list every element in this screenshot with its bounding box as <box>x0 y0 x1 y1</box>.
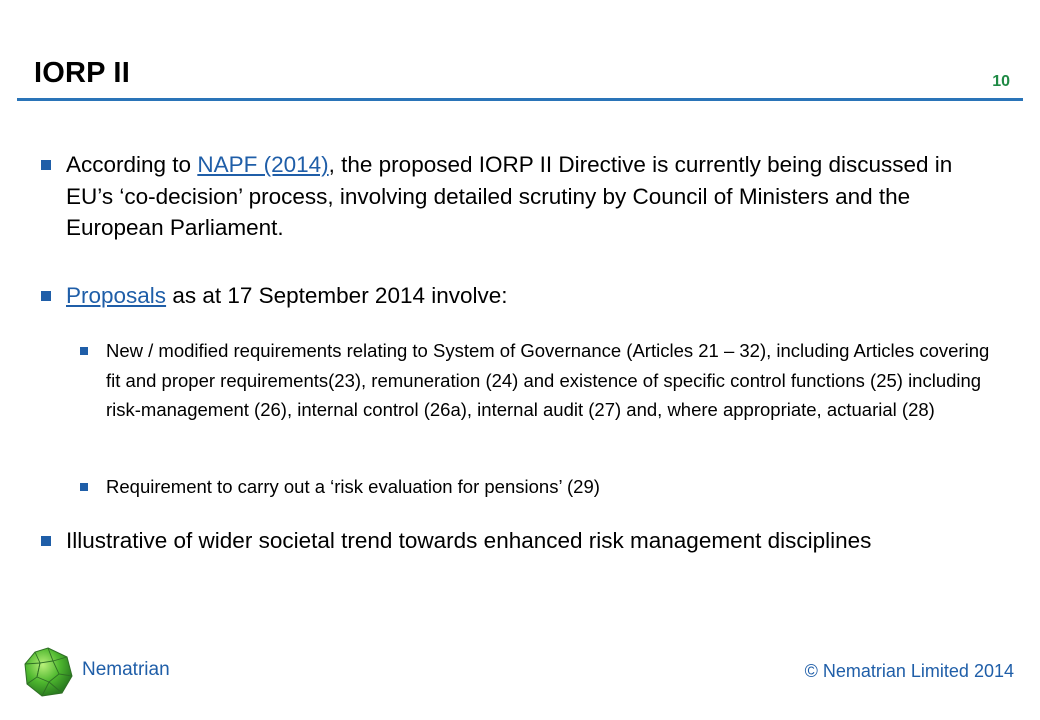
square-bullet-icon <box>41 291 51 301</box>
sub-bullet-governance <box>106 336 1006 425</box>
sub-bullet-risk-evaluation-text: Requirement to carry out a ‘risk evaluation for pensions’ (29) <box>106 476 600 497</box>
footer-copyright: © Nematrian Limited 2014 <box>804 661 1014 681</box>
slide-number: 10 <box>992 73 1010 90</box>
green-polyhedron-logo-icon <box>22 646 74 698</box>
napf-2014-link[interactable]: NAPF (2014) <box>197 152 329 177</box>
square-bullet-icon <box>80 347 88 355</box>
bullet-napf <box>66 149 996 244</box>
slide-title: IORP II <box>34 57 130 89</box>
sub-bullet-risk-evaluation <box>106 472 1006 502</box>
bullet-proposals <box>66 280 996 312</box>
bullet-proposals-text: as at 17 September 2014 involve: <box>166 283 508 308</box>
bullet-societal-trend <box>66 525 996 557</box>
bullet-napf-text: , the proposed IORP II Directive is currently being discussed in EU’s ‘co-decision’ process, involving detailed scrutiny by Council of Ministers and the European Parliament. <box>66 152 953 240</box>
bullet-napf-lead: According to <box>66 152 198 177</box>
square-bullet-icon <box>41 536 51 546</box>
proposals-link[interactable]: Proposals <box>66 283 167 308</box>
square-bullet-icon <box>80 483 88 491</box>
square-bullet-icon <box>41 160 51 170</box>
sub-bullet-governance-text: New / modified requirements relating to System of Governance (Articles 21 – 32), including Articles covering fit and proper requirements(23), remuneration (24) and existence of specific control functions (25) including risk-management (26), internal control (26a), internal audit (27) and, where appropriate, actuarial (28) <box>106 340 990 420</box>
footer-brand: Nematrian <box>82 659 170 680</box>
bullet-societal-trend-text: Illustrative of wider societal trend towards enhanced risk management disciplines <box>66 528 872 553</box>
title-divider <box>17 98 1023 101</box>
